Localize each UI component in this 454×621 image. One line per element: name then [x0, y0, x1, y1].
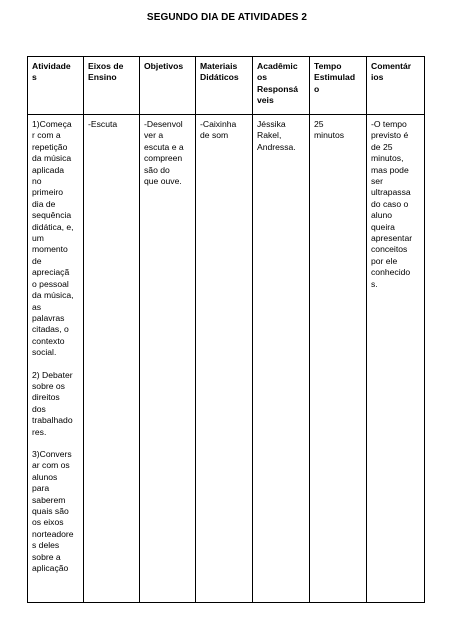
cell-tempo: 25 minutos: [310, 115, 367, 603]
cell-academicos: Jéssika Rakel, Andressa.: [253, 115, 310, 603]
table-row: [28, 115, 425, 603]
document-title: SEGUNDO DIA DE ATIVIDADES 2: [146, 12, 308, 23]
cell-materiais: -Caixinha de som: [196, 115, 253, 603]
table-header-row: [28, 57, 425, 115]
header-materiais-didaticos: Materiais Didáticos: [196, 57, 253, 115]
cell-objetivos: -Desenvol ver a escuta e a compreen são do que ouve.: [140, 115, 196, 603]
activity-item-2: 2) Debater sobre os direitos dos trabalhado res.: [32, 369, 73, 437]
header-objetivos: Objetivos: [140, 57, 196, 115]
cell-comentarios: -O tempo previsto é de 25 minutos, mas pode ser ultrapassa do caso o aluno queira apresentar conceitos por ele conhecido s.: [367, 115, 425, 603]
activity-item-3: 3)Convers ar com os alunos para saberem quais são os eixos norteadore s deles sobre a aplicação: [32, 448, 74, 574]
header-eixos-de-ensino: Eixos de Ensino: [84, 57, 140, 115]
cell-atividades: [28, 115, 84, 603]
header-tempo-estimulado: Tempo Estimulad o: [310, 57, 367, 115]
activities-table: [27, 56, 425, 603]
header-atividades: Atividade s: [28, 57, 84, 115]
header-academicos-responsaveis: Acadêmic os Responsá veis: [253, 57, 310, 115]
activity-item-1: 1)Começa r com a repetição da música aplicada no primeiro dia de sequência didática, e, um momento de apreciaçã o pessoal da música, as palavras citadas, o contexto social.: [32, 119, 74, 358]
header-comentarios: Comentár ios: [367, 57, 425, 115]
cell-eixos: -Escuta: [84, 115, 140, 603]
